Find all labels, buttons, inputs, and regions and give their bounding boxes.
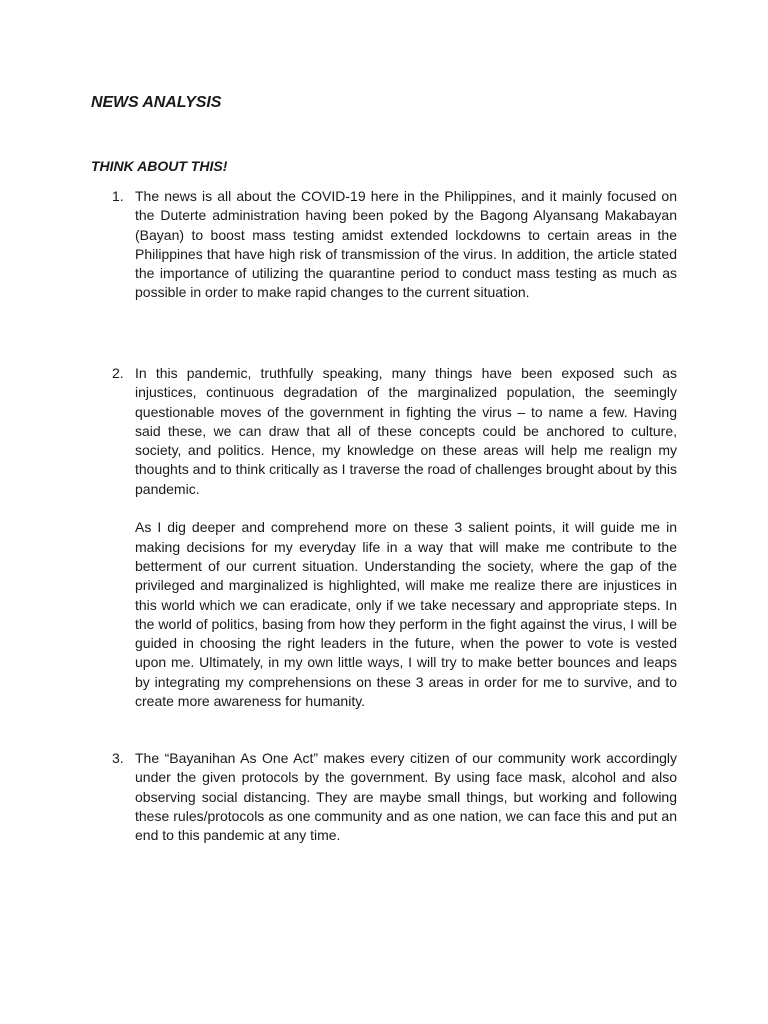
list-item-1 <box>112 187 677 303</box>
document-title: NEWS ANALYSIS <box>91 94 222 111</box>
list-item-paragraph: As I dig deeper and comprehend more on these 3 salient points, it will guide me in making decisions for my everyday life in a way that will make me contribute to the betterment of our current situation. Understanding the society, where the gap of the privileged and marginalized is highlighted, will make me realize there are injustices in this world which we can eradicate, only if we take necessary and appropriate steps. In the world of politics, basing from how they perform in the fight against the virus, I will be guided in choosing the right leaders in the future, when the power to vote is vested upon me. Ultimately, in my own little ways, I will try to make better bounces and leaps by integrating my comprehensions on these 3 areas in order for me to survive, and to create more awareness for humanity. <box>135 519 677 710</box>
list-item-number: 3. <box>112 750 124 766</box>
list-item-3 <box>112 749 677 845</box>
list-item-number: 2. <box>112 365 124 381</box>
list-item-number: 1. <box>112 188 124 204</box>
list-item-paragraph: In this pandemic, truthfully speaking, many things have been exposed such as injustices, continuous degradation of the marginalized population, the seemingly questionable moves of the government in fighting the virus – to name a few. Having said these, we can draw that all of these concepts could be anchored to culture, society, and politics. Hence, my knowledge on these areas will help me realign my thoughts and to think critically as I traverse the road of challenges brought about by this pandemic. <box>135 365 677 497</box>
list-item-paragraph: The “Bayanihan As One Act” makes every citizen of our community work accordingly under the given protocols by the government. By using face mask, alcohol and also observing social distancing. They are maybe small things, but working and following these rules/protocols as one community and as one nation, we can face this and put an end to this pandemic at any time. <box>135 750 677 844</box>
section-heading: THINK ABOUT THIS! <box>91 158 228 174</box>
list-item-2 <box>112 364 677 711</box>
list-item-paragraph: The news is all about the COVID-19 here in the Philippines, and it mainly focused on the Duterte administration having been poked by the Bagong Alyansang Makabayan (Bayan) to boost mass testing amidst extended lockdowns to certain areas in the Philippines that have high risk of transmission of the virus. In addition, the article stated the importance of utilizing the quarantine period to conduct mass testing as much as possible in order to make rapid changes to the current situation. <box>135 188 677 301</box>
